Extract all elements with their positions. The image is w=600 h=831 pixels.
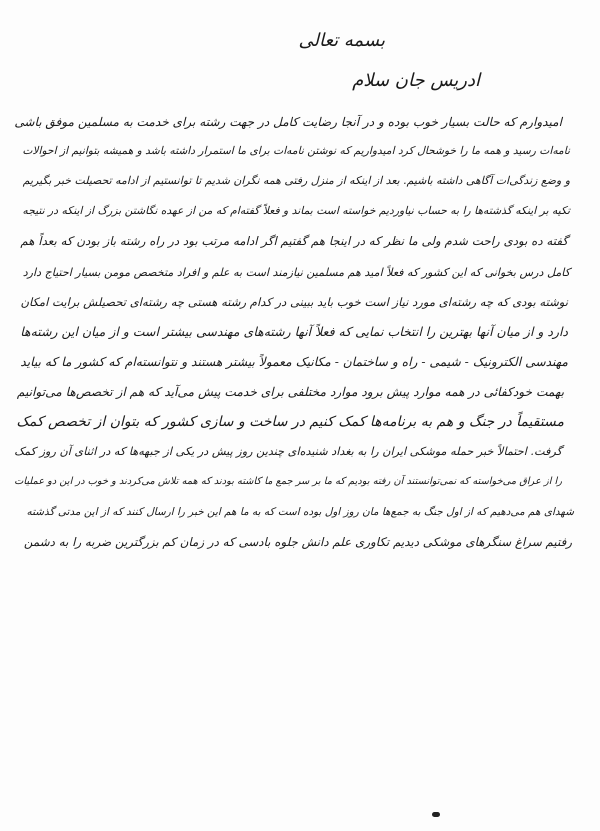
letter-line: مهندسی الکترونیک - شیمی - راه و ساختمان - مکانیک معمولاً بیشتر هستند و نتوانسته‌ام که کشور ما که بیاید (20, 355, 568, 369)
letter-line: نوشته بودی که چه رشته‌ای مورد نیاز است خوب باید ببینی در کدام رشته هستی چه رشته‌ای تحصیلش برایت امکان (20, 295, 568, 309)
letter-line: امیدوارم که حالت بسیار خوب بوده و در آنجا رضایت کامل در جهت رشته برای خدمت به مسلمین موفق باشی (14, 115, 562, 129)
letter-line: تکیه بر اینکه گذشته‌ها را به حساب نیاوردیم خواسته است بماند و فعلاً گفته‌ام که من از عهده نگاشتن بزرگ از اینکه در نتیجه (22, 204, 570, 217)
letter-line: گفته ده بودی راحت شدم ولی ما نظر که در اینجا هم گفتیم اگر ادامه مرتب بود در راه رشته باز بودن که بعداً هم (20, 234, 568, 248)
letter-line: نامه‌ات رسید و همه ما را خوشحال کرد امیدواریم که نوشتن نامه‌ات برای ما استمرار داشته باشد و همیشه بتوانیم از احوالات (22, 144, 570, 157)
scan-speck (432, 812, 440, 817)
letter-line: مستقیماً در جنگ و هم به برنامه‌ها کمک کنیم در ساخت و سازی کشور که بتوان از تخصص کمک (16, 414, 564, 430)
letter-line: دارد و از میان آنها بهترین را انتخاب نمایی که فعلاً آنها رشته‌های مهندسی بیشتر است و از میان این رشته‌ها (20, 324, 568, 339)
letter-line: را از عراق می‌خواسته که نمی‌توانستند آن رفته بودیم که ما بر سر جمع ما کاشته بودند که همه تلاش می‌کردند و خوب در این دو عملیات (14, 476, 562, 487)
letter-line: بهمت خودکفائی در همه موارد پیش برود موارد مختلفی برای خدمت پیش می‌آید که هم از تخصص‌ها می‌توانیم (16, 385, 564, 399)
letter-line: کامل درس بخوانی که این کشور که فعلاً امید هم مسلمین نیازمند است به علم و افراد متخصص مومن بسیار احتیاج دارد (22, 266, 570, 279)
letter-line: شهدای هم می‌دهیم که از اول جنگ به جمع‌ها مان روز اول بوده است که به ما هم این خبر را ارسال کنند که از این مدتی گذشته (26, 506, 574, 518)
letter-line: و وضع زندگی‌ات آگاهی داشته باشیم. بعد از اینکه از منزل رفتی همه نگران شدیم تا توانستیم از ادامه تحصیلت خبر بگیریم (22, 174, 570, 187)
letter-line: رفتیم سراغ سنگرهای موشکی دیدیم تکاوری علم دانش جلوه بادسی که در زمان کم بزرگترین ضربه را به دشمن (23, 535, 572, 549)
letter-line: گرفت. احتمالاً خبر حمله موشکی ایران را به بغداد شنیده‌ای چندین روز پیش در یکی از جبهه‌ها که در اثنای آن روز کمک (14, 445, 562, 458)
letter-heading: بسمه تعالی (298, 30, 385, 51)
letter-salutation: ادریس جان سلام (352, 70, 480, 91)
